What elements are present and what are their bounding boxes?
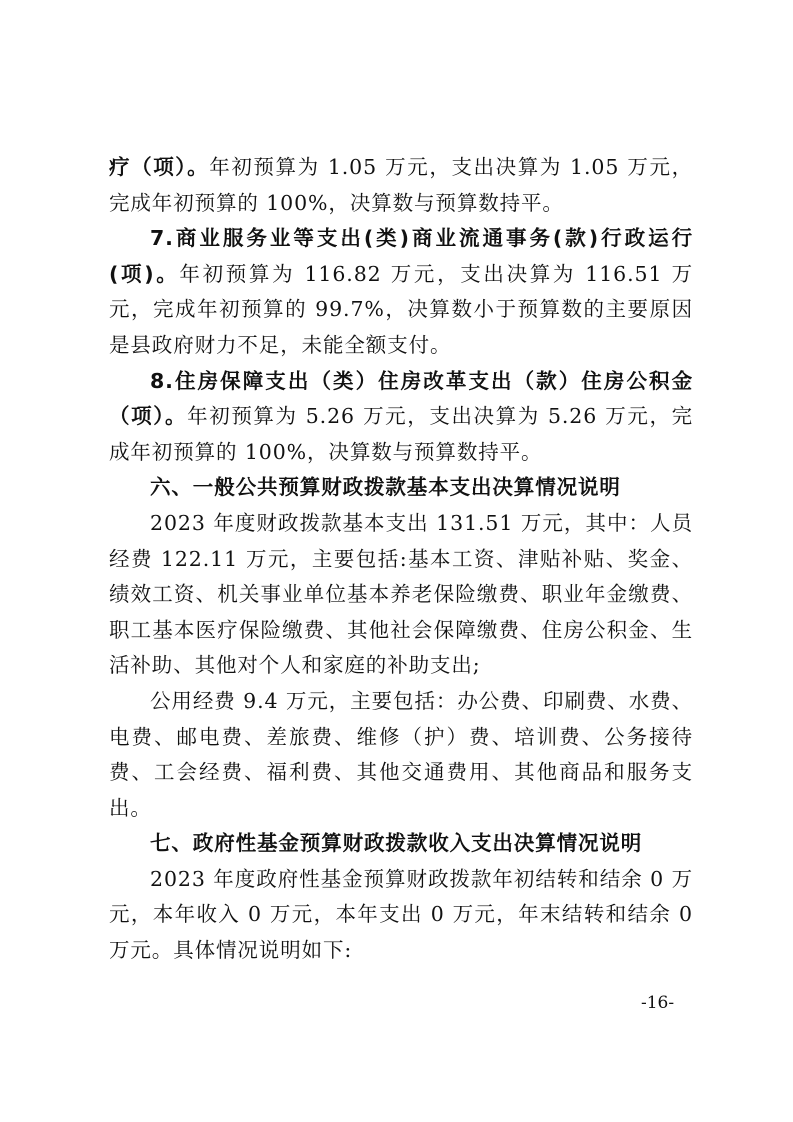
- paragraph-item-6-continued: [109, 150, 693, 221]
- item-text: 年初预算为 1.05 万元，支出决算为 1.05 万元，完成年初预算的 100%，决算数与预算数持平。: [109, 155, 693, 215]
- section-heading-6: 六、一般公共预算财政拨款基本支出决算情况说明: [150, 475, 621, 500]
- document-body: [109, 150, 693, 969]
- section-heading-7: 七、政府性基金预算财政拨款收入支出决算情况说明: [150, 831, 643, 856]
- paragraph-item-8: [109, 364, 693, 471]
- item-text: 年初预算为 5.26 万元，支出决算为 5.26 万元，完成年初预算的 100%，决算数与预算数持平。: [109, 404, 693, 464]
- item-title: 8.住房保障支出（类）住房改革支出（款）住房公积金（项）。: [109, 368, 693, 429]
- item-title: 7.商业服务业等支出(类)商业流通事务(款)行政运行(项)。: [109, 226, 693, 286]
- paragraph-basic-expenditure: 2023 年度财政拨款基本支出 131.51 万元，其中：人员经费 122.11 万元，主要包括:基本工资、津贴补贴、奖金、绩效工资、机关事业单位基本养老保险缴费、职业年金缴费、职工基本医疗保险缴费、其他社会保障缴费、住房公积金、生活补助、其他对个人和家庭的补助支出;: [109, 510, 693, 678]
- page-number: -16-: [641, 993, 675, 1013]
- paragraph-government-fund: 2023 年度政府性基金预算财政拨款年初结转和结余 0 万元，本年收入 0 万元，本年支出 0 万元，年末结转和结余 0 万元。具体情况说明如下:: [109, 866, 693, 963]
- item-text: 年初预算为 116.82 万元，支出决算为 116.51 万元，完成年初预算的 99.7%，决算数小于预算数的主要原因是县政府财力不足，未能全额支付。: [109, 261, 693, 357]
- paragraph-public-funds: 公用经费 9.4 万元，主要包括：办公费、印刷费、水费、电费、邮电费、差旅费、维修（护）费、培训费、公务接待费、工会经费、福利费、其他交通费用、其他商品和服务支出。: [109, 688, 693, 820]
- item-title: 疗（项）。: [109, 155, 210, 179]
- paragraph-item-7: [109, 221, 693, 363]
